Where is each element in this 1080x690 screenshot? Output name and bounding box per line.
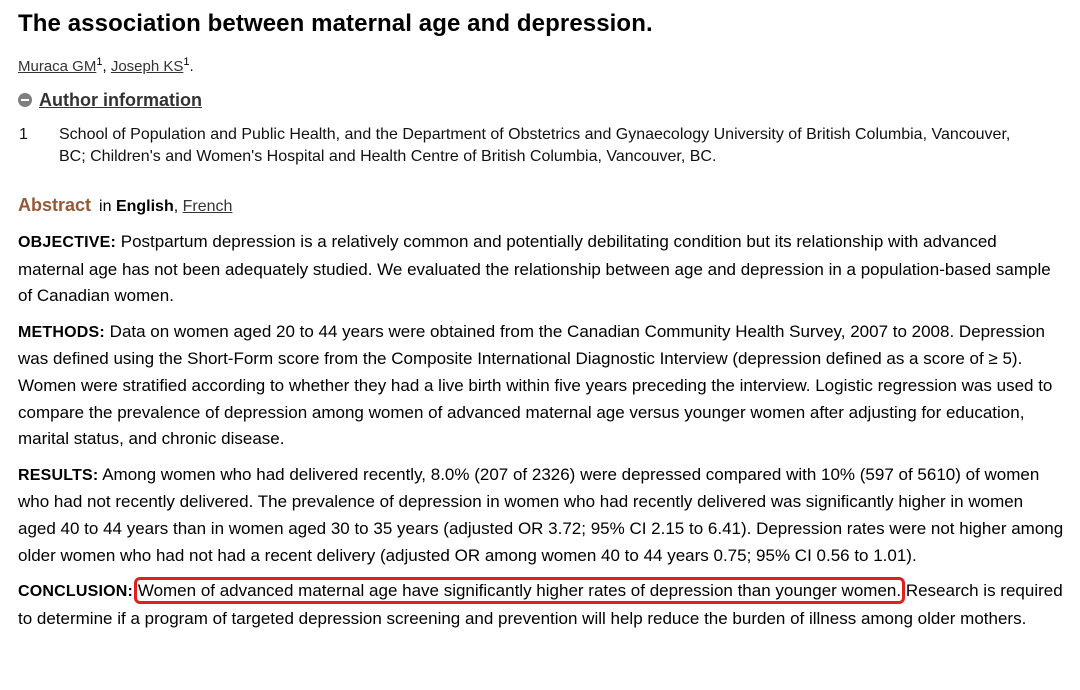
results-section: [18, 462, 1064, 569]
conclusion-label: CONCLUSION:: [18, 583, 134, 601]
language-separator: ,: [173, 198, 179, 215]
affiliation-text: School of Population and Public Health, and the Department of Obstetrics and Gynaecology University of British Columbia, Vancouver, BC; Children's and Women's Hospital and Health Centre of British Columbia, Vancouver, BC.: [59, 126, 1011, 165]
author-link-muraca[interactable]: Muraca GM: [18, 58, 97, 75]
objective-text: Postpartum depression is a relatively common and potentially debilitating condition but its relationship with advanced maternal age has not been adequately studied. We evaluated the relationship between age and depression in a population-based sample of Canadian women.: [18, 232, 1051, 306]
author-info-link[interactable]: Author information: [39, 89, 202, 110]
methods-label: METHODS:: [18, 323, 105, 341]
abstract-body: [18, 229, 1070, 632]
methods-text: Data on women aged 20 to 44 years were obtained from the Canadian Community Health Survey, 2007 to 2008. Depression was defined using the Short-Form score from the Composite International Diagnostic Interview (depression defined as a score of ≥ 5). Women were stratified according to whether they had a live birth within five years preceding the interview. Logistic regression was used to compare the prevalence of depression among women of advanced maternal age versus younger women after adjusting for education, marital status, and chronic disease.: [18, 321, 1053, 449]
article-title: The association between maternal age and depression.: [18, 10, 653, 37]
results-text: Among women who had delivered recently, 8.0% (207 of 2326) were depressed compared with 10% (597 of 5610) of women who had not recently delivered. The prevalence of depression in women who had recently delivered was significantly higher in women aged 40 to 44 years than in women aged 30 to 35 years (adjusted OR 3.72; 95% CI 2.15 to 6.41). Depression rates were not higher among older women who had not had a recent delivery (adjusted OR among women 40 to 44 years 0.75; 95% CI 0.56 to 1.01).: [18, 464, 1064, 565]
abstract-label: Abstract: [18, 195, 92, 215]
conclusion-text: Research is required to determine if a program of targeted depression screening and prevention will help reduce the burden of illness among older mothers.: [18, 581, 1063, 628]
abstract-page: [18, 0, 1070, 632]
french-language-link[interactable]: French: [182, 198, 233, 215]
current-language: English: [115, 198, 174, 215]
abstract-in-text: in: [99, 198, 112, 215]
author-list-end: .: [189, 58, 194, 75]
author-affil-sup: 1: [96, 56, 103, 68]
conclusion-highlight: Women of advanced maternal age have significantly higher rates of depression than younger women.: [137, 581, 902, 601]
affiliation-number: 1: [19, 126, 28, 143]
author-affil-sup: 1: [183, 56, 190, 68]
author-info-toggle[interactable]: [18, 88, 1070, 112]
conclusion-section: [18, 578, 1064, 632]
author-list: [18, 57, 1070, 77]
author-link-joseph[interactable]: Joseph KS: [110, 58, 184, 75]
abstract-header: [18, 194, 1070, 218]
objective-section: [18, 229, 1064, 310]
results-label: RESULTS:: [18, 466, 99, 484]
author-separator: ,: [102, 58, 111, 75]
affiliation-item: [18, 124, 1070, 168]
objective-label: OBJECTIVE:: [18, 234, 117, 251]
minus-circle-icon[interactable]: [18, 93, 32, 107]
methods-section: [18, 319, 1064, 453]
